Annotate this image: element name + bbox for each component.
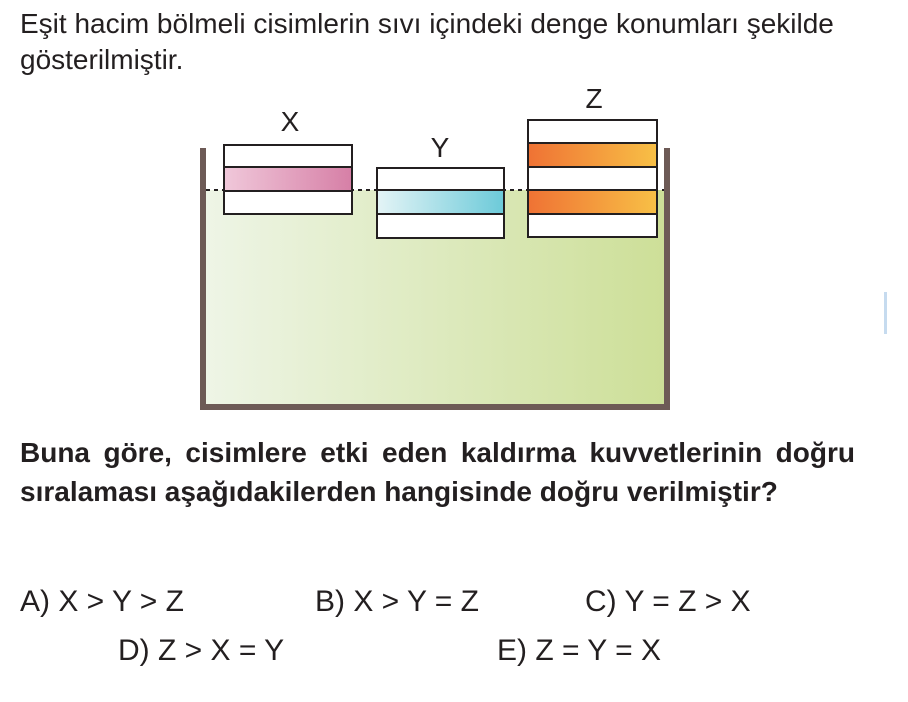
option-d[interactable]: D) Z > X = Y bbox=[118, 634, 285, 667]
edge-mark bbox=[884, 292, 887, 334]
object-y-label: Y bbox=[430, 132, 450, 163]
option-c[interactable]: C) Y = Z > X bbox=[585, 585, 751, 618]
object-y bbox=[377, 168, 504, 238]
option-a[interactable]: A) X > Y > Z bbox=[20, 585, 184, 618]
question-text: Buna göre, cisimlere etki eden kaldırma kuvvetlerinin doğru sıralaması aşağıdakilerden hangisinde doğru verilmiştir? bbox=[20, 437, 855, 507]
object-x bbox=[224, 145, 352, 214]
object-z bbox=[528, 120, 657, 237]
option-b[interactable]: B) X > Y = Z bbox=[315, 585, 479, 618]
object-z-label: Z bbox=[585, 83, 603, 114]
object-x-label: X bbox=[280, 106, 300, 137]
option-e[interactable]: E) Z = Y = X bbox=[497, 634, 661, 667]
problem-intro-text: Eşit hacim bölmeli cisimlerin sıvı içindeki denge konumları şekilde gösterilmiştir. bbox=[20, 8, 834, 75]
